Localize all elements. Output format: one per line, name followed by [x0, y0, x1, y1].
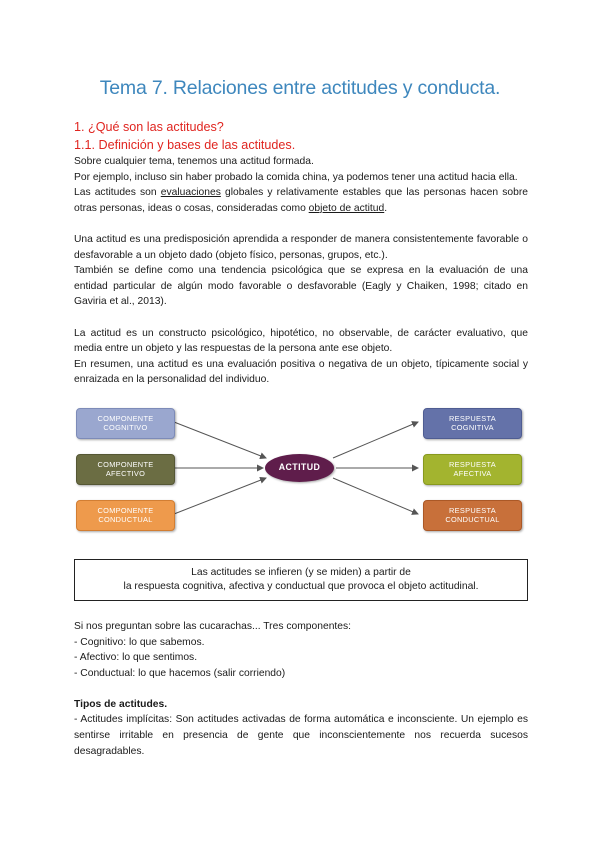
summary-line: Las actitudes se infieren (y se miden) a partir de [191, 566, 411, 578]
summary-line: la respuesta cognitiva, afectiva y conductual que provoca el objeto actitudinal. [123, 581, 479, 593]
subsection-heading: 1.1. Definición y bases de las actitudes. [74, 138, 296, 152]
response-behavioral-box: RESPUESTA CONDUCTUAL [423, 500, 522, 531]
component-behavioral-box: COMPONENTE CONDUCTUAL [76, 500, 175, 531]
paragraph: Si nos preguntan sobre las cucarachas... Tres componentes: [74, 620, 352, 632]
paragraph: - Actitudes implícitas: Son actitudes activadas de forma automática e inconsciente. Un ejemplo es sentirse irritable en presencia de gente que inconscientemente nos recuerda sucesos desagradables. [74, 714, 528, 757]
types-heading: Tipos de actitudes. [74, 698, 168, 710]
response-affective-box: RESPUESTA AFECTIVA [423, 454, 522, 485]
list-item: - Conductual: lo que hacemos (salir corriendo) [74, 667, 286, 679]
section-heading: 1. ¿Qué son las actitudes? [74, 120, 224, 134]
list-item: - Afectivo: lo que sentimos. [74, 652, 198, 664]
response-cognitive-box: RESPUESTA COGNITIVA [423, 408, 522, 439]
attitude-center-node: ACTITUD [265, 454, 334, 482]
paragraph: También se define como una tendencia psicológica que se expresa en la evaluación de una entidad particular de algún modo favorable o desfavorable (Eagly y Chaiken, 1998; citado en Gaviria et al., 2013). [74, 265, 528, 308]
component-affective-box: COMPONENTE AFECTIVO [76, 454, 175, 485]
document-body [74, 118, 528, 759]
paragraph: En resumen, una actitud es una evaluación positiva o negativa de un objeto, típicamente social y enraizada en la personalidad del individuo. [74, 358, 528, 386]
text-span: Las actitudes son [74, 187, 161, 199]
paragraph: Por ejemplo, incluso sin haber probado la comida china, ya podemos tener una actitud hacia ella. [74, 171, 518, 183]
text-span: globales y relativamente estables que las personas hacen sobre otras personas, ideas o cosas, consideradas como [74, 187, 529, 214]
paragraph: Sobre cualquier tema, tenemos una actitud formada. [74, 156, 314, 167]
list-item: - Cognitivo: lo que sabemos. [74, 636, 205, 648]
text-span: . [384, 202, 388, 214]
summary-box [74, 559, 528, 601]
attitude-components-diagram [74, 402, 528, 538]
page-title: Tema 7. Relaciones entre actitudes y conducta. [99, 77, 501, 99]
paragraph: Una actitud es una predisposición aprendida a responder de manera consistentemente favorable o desfavorable a un objeto dado (objeto físico, personas, grupos, etc.). [74, 233, 528, 261]
component-cognitive-box: COMPONENTE COGNITIVO [76, 408, 175, 439]
paragraph: La actitud es un constructo psicológico, hipotético, no observable, de carácter evaluativo, que media entre un objeto y las respuestas de la persona ante ese objeto. [74, 327, 528, 355]
paragraph [74, 185, 528, 216]
underlined-term: evaluaciones [160, 187, 221, 199]
underlined-term: objeto de actitud [308, 202, 385, 214]
